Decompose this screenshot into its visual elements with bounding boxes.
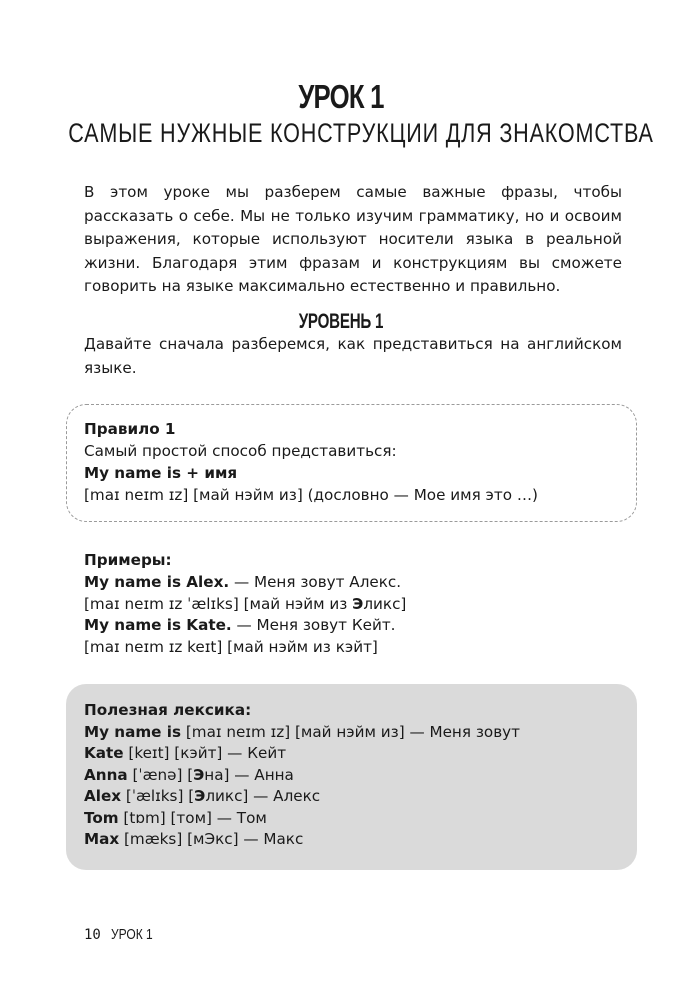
- stressed-syllable: Э: [352, 594, 364, 613]
- vocabulary-word: Kate: [84, 744, 124, 762]
- rule-transcription: [maɪ neɪm ɪz] [май нэйм из] (дословно — Мое имя это …): [84, 486, 538, 504]
- stressed-syllable: Э: [193, 765, 205, 784]
- example-translation: — Меня зовут Алекс.: [229, 572, 402, 591]
- vocabulary-item: [84, 765, 624, 787]
- example-transcription: [84, 594, 624, 616]
- vocabulary-word: Tom: [84, 808, 119, 827]
- vocabulary-definition: [ˈælɪks] [: [121, 787, 195, 805]
- page-number: 10: [84, 927, 101, 943]
- vocabulary-word: Alex: [84, 787, 122, 805]
- level-heading: УРОВЕНЬ 1: [298, 310, 384, 333]
- vocabulary-title: Полезная лексика:: [84, 701, 252, 719]
- intro-paragraph: В этом уроке мы разберем самые важные фразы, чтобы рассказать о себе. Мы не только изучим грамматику, но и освоим выражения, которые используют носители языка в реальной жизни. Благодаря этим фразам и конструкциям вы сможете говорить на языке максимально естественно и правильно.: [84, 183, 622, 295]
- examples-title: Примеры:: [84, 551, 172, 569]
- vocabulary-definition: [maɪ neɪm ɪz] [май нэйм из] — Меня зовут: [181, 722, 520, 741]
- example-english: My name is Kate.: [84, 616, 232, 635]
- rule-description: Самый простой способ представиться:: [84, 442, 397, 460]
- stressed-syllable: Э: [194, 787, 206, 805]
- vocabulary-definition-tail: на] — Анна: [204, 765, 294, 784]
- vocabulary-item: [84, 786, 624, 808]
- footer-label: УРОК 1: [110, 926, 153, 943]
- vocabulary-definition: [keɪt] [кэйт] — Кейт: [123, 744, 287, 762]
- examples-section: [84, 550, 624, 659]
- rule-content: [84, 418, 624, 506]
- page-footer: [84, 926, 163, 943]
- example-transcription: [maɪ neɪm ɪz keɪt] [май нэйм из кэйт]: [84, 638, 378, 657]
- lesson-subtitle: САМЫЕ НУЖНЫЕ КОНСТРУКЦИИ ДЛЯ ЗНАКОМСТВА: [68, 118, 654, 148]
- vocabulary-word: Max: [84, 830, 120, 848]
- vocabulary-definition-tail: ликс] — Алекс: [205, 787, 321, 805]
- vocabulary-item: [84, 722, 624, 744]
- example-phrase: [84, 615, 624, 637]
- vocabulary-word: My name is: [84, 722, 182, 741]
- vocabulary-item: [84, 829, 624, 851]
- example-translation: — Меня зовут Кейт.: [231, 616, 396, 635]
- vocabulary-definition: [mæks] [мЭкс] — Макс: [119, 830, 304, 848]
- level-text: Давайте сначала разберемся, как представиться на английском языке.: [84, 335, 622, 377]
- vocabulary-definition: [ˈænə] [: [127, 765, 194, 784]
- example-english: My name is Alex.: [84, 572, 230, 591]
- rule-formula: My name is + имя: [84, 464, 238, 482]
- example-phrase: [84, 572, 624, 594]
- example-ipa: [maɪ neɪm ɪz ˈælɪks] [май нэйм из: [84, 594, 353, 613]
- lesson-title: УРОК 1: [298, 78, 384, 115]
- rule-title: Правило 1: [84, 420, 176, 438]
- vocabulary-definition: [tɒm] [том] — Том: [118, 808, 267, 827]
- vocabulary-content: [84, 700, 624, 851]
- example-ipa-tail: ликс]: [363, 594, 407, 613]
- vocabulary-item: [84, 808, 624, 830]
- vocabulary-word: Anna: [84, 765, 128, 784]
- vocabulary-item: [84, 743, 624, 765]
